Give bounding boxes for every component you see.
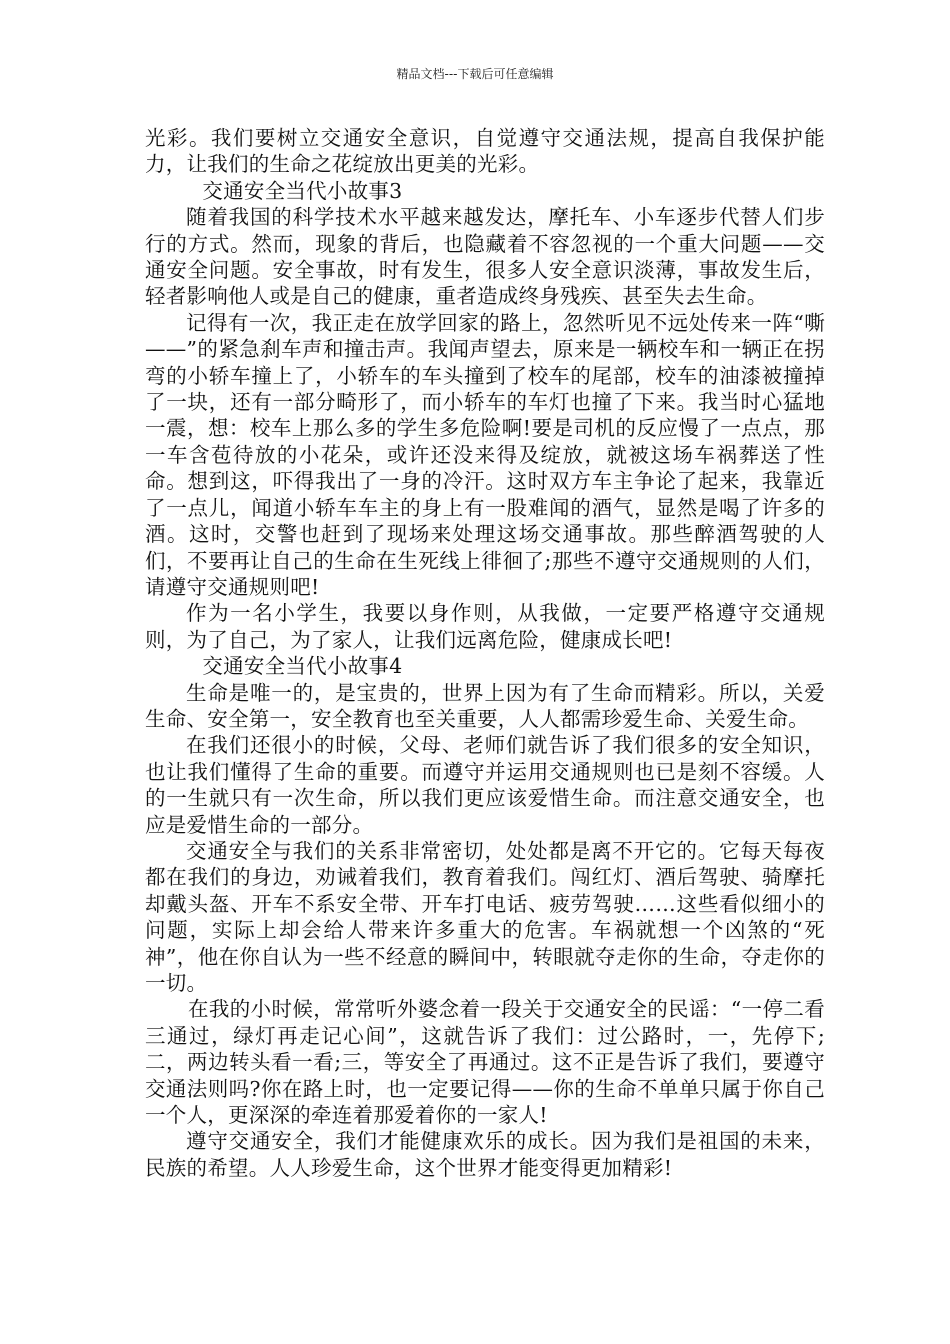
document-body: [145, 125, 825, 1181]
paragraph: 遵守交通安全，我们才能健康欢乐的成长。因为我们是祖国的未来，民族的希望。人人珍爱生命，这个世界才能变得更加精彩!: [145, 1129, 825, 1180]
page-header: 精品文档---下载后可任意编辑: [396, 67, 554, 81]
paragraph: 生命是唯一的，是宝贵的，世界上因为有了生命而精彩。所以，关爱生命、安全第一，安全教育也至关重要，人人都需珍爱生命、关爱生命。: [145, 680, 825, 731]
paragraph: 随着我国的科学技术水平越来越发达，摩托车、小车逐步代替人们步行的方式。然而，现象的背后，也隐藏着不容忽视的一个重大问题——交通安全问题。安全事故，时有发生，很多人安全意识淡薄，事故发生后，轻者影响他人或是自己的健康，重者造成终身残疾、甚至失去生命。: [145, 205, 825, 309]
paragraph-continuation: 光彩。我们要树立交通安全意识，自觉遵守交通法规，提高自我保护能力，让我们的生命之花绽放出更美的光彩。: [145, 126, 825, 177]
paragraph: 记得有一次，我正走在放学回家的路上，忽然听见不远处传来一阵“嘶——”的紧急刹车声和撞击声。我闻声望去，原来是一辆校车和一辆正在拐弯的小轿车撞上了，小轿车的车头撞到了校车的尾部，校车的油漆被撞掉了一块，还有一部分畸形了，而小轿车的车灯也撞了下来。我当时心猛地一震，想：校车上那么多的学生多危险啊!要是司机的反应慢了一点点，那一车含苞待放的小花朵，或许还没来得及绽放，就被这场车祸葬送了性命。想到这，吓得我出了一身的冷汗。这时双方车主争论了起来，我靠近了一点儿，闻道小轿车车主的身上有一股难闻的酒气，显然是喝了许多的酒。这时，交警也赶到了现场来处理这场交通事故。那些醉酒驾驶的人们，不要再让自己的生命在生死线上徘徊了;那些不遵守交通规则的人们，请遵守交通规则吧!: [145, 310, 825, 599]
section-heading-story-3: 交通安全当代小故事3: [202, 178, 403, 203]
paragraph: 交通安全与我们的关系非常密切，处处都是离不开它的。它每天每夜都在我们的身边，劝诫着我们，教育着我们。闯红灯、酒后驾驶、骑摩托却戴头盔、开车不系安全带、开车打电话、疲劳驾驶……这些看似细小的问题，实际上却会给人带来许多重大的危害。车祸就想一个凶煞的“死神”，他在你自认为一些不经意的瞬间中，转眼就夺走你的生命，夺走你的一切。: [145, 838, 825, 995]
section-heading-story-4: 交通安全当代小故事4: [202, 654, 403, 679]
paragraph: 作为一名小学生，我要以身作则，从我做，一定要严格遵守交通规则，为了自己，为了家人，让我们远离危险，健康成长吧!: [145, 601, 825, 652]
paragraph: 在我的小时候，常常听外婆念着一段关于交通安全的民谣：“一停二看三通过，绿灯再走记心间”，这就告诉了我们：过公路时，一，先停下;二，两边转头看一看;三，等安全了再通过。这不正是告诉了我们，要遵守交通法则吗?你在路上时，也一定要记得——你的生命不单单只属于你自己一个人，更深深的牵连着那爱着你的一家人!: [145, 997, 825, 1128]
paragraph: 在我们还很小的时候，父母、老师们就告诉了我们很多的安全知识，也让我们懂得了生命的重要。而遵守并运用交通规则也已是刻不容缓。人的一生就只有一次生命，所以我们更应该爱惜生命。而注意交通安全，也应是爱惜生命的一部分。: [145, 733, 825, 837]
